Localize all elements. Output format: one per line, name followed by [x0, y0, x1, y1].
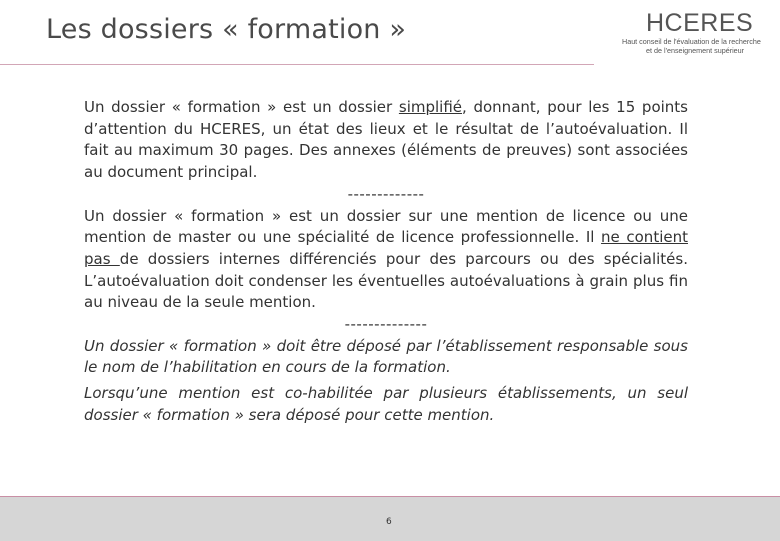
paragraph-deposit: Un dossier « formation » doit être déposé par l’établissement responsable sous le nom de l’habilitation en cours de la formation.	[84, 336, 688, 377]
paragraph-dossier-scope	[84, 206, 688, 315]
paragraph-text: de dossiers internes différenciés pour des parcours ou des spécialités. L’autoévaluation doit condenser les éventuelles autoévaluations à grain plus fin au niveau de la seule mention.	[84, 249, 688, 312]
separator-dashes: -------------	[347, 184, 425, 203]
hceres-logo	[622, 10, 772, 55]
slide-body	[84, 97, 688, 427]
title-divider	[0, 64, 594, 65]
underlined-text: ne contient pas	[84, 228, 688, 268]
logo-wordmark: HCERES	[646, 9, 754, 37]
page-title: Les dossiers « formation »	[46, 14, 407, 45]
paragraph-text: Un dossier « formation » est un dossier sur une mention de licence ou une mention de master ou une spécialité de licence professionnelle. Il	[84, 206, 688, 247]
paragraph-text: , donnant, pour les 15 points d’attention du HCERES, un état des lieux et le résultat de l’autoévaluation. Il fait au maximum 30 pages. Des annexes (éléments de preuves) sont associées au document principal.	[84, 98, 688, 182]
paragraph-dossier-definition	[84, 97, 688, 184]
paragraph-text: Un dossier « formation » est un dossier	[84, 98, 399, 116]
page-number: 6	[386, 517, 392, 527]
paragraph-co-habilitation: Lorsqu’une mention est co-habilitée par plusieurs établissements, un seul dossier « formation » sera déposé pour cette mention.	[84, 384, 688, 424]
logo-tagline-line1: Haut conseil de l'évaluation de la recherche	[622, 37, 761, 46]
underlined-text: simplifié	[398, 98, 463, 116]
logo-tagline-line2: et de l'enseignement supérieur	[646, 46, 745, 55]
separator-dashes: --------------	[344, 315, 428, 334]
